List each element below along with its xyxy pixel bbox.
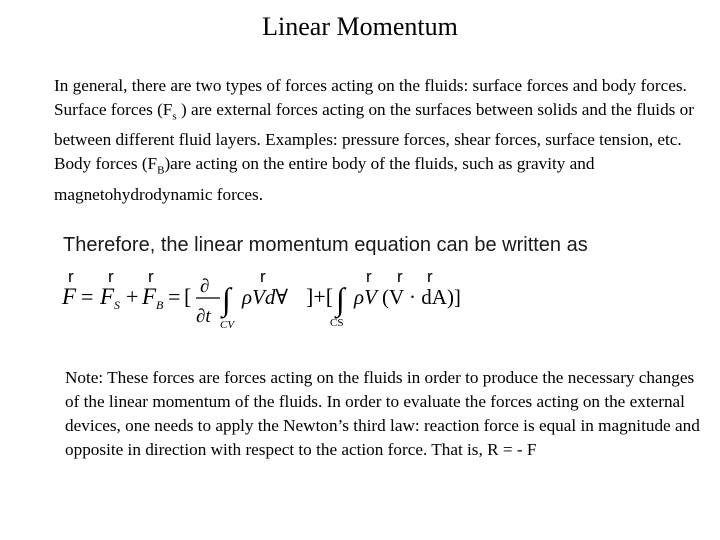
control-surface-label: CS [330,317,344,329]
vector-mark-v3: r [397,267,403,286]
equation-intro-text: Therefore, the linear momentum equation can be written as [63,234,588,256]
integral-sign-2: ∫ [336,281,345,317]
flux-term: (V · dA)] [382,285,461,309]
body-force-sub: B [156,298,164,312]
surface-integrand: ρV [354,285,377,309]
bracket-plus-bracket: ]+[ [306,284,334,309]
force-symbol: F [62,284,77,309]
intro-text-c: )are acting on the entire body of the fluids, such as gravity and magnetohydrodynamic forces. [54,154,595,204]
note-paragraph: Note: These forces are forces acting on the fluids in order to produce the necessary changes of the linear momentum of the fluids. In order to evaluate the forces acting on the external devices, one needs to apply the Newton’s third law: reaction force is equal in magnitude and opposite in direction with respect to the action force. That is, R = - F [65,368,700,459]
vector-mark-f: r [68,267,74,286]
integral-sign: ∫ [222,281,231,317]
vector-mark-fs: r [108,267,114,286]
surface-force-sub: S [114,298,120,312]
vector-mark-da: r [427,267,433,286]
surface-force-subscript: s [172,110,177,123]
vector-mark-v2: r [366,267,372,286]
volume-integrand: ρVd∀ [242,285,289,309]
momentum-equation [60,262,480,332]
partial-numerator: ∂ [200,276,210,297]
page-title: Linear Momentum [262,12,458,41]
vector-mark-v1: r [260,267,266,286]
intro-text-b: ) are external forces acting on the surfaces between solids and the fluids or between different fluid layers. Examples: pressure forces, shear forces, surface tension, etc. Body forces (F [54,100,694,174]
equals-sign-2: = [168,284,181,309]
intro-paragraph [54,74,694,207]
partial-denominator: ∂t [196,306,211,327]
control-volume-label: CV [220,319,235,331]
left-bracket: [ [184,284,192,309]
body-force-subscript: B [157,164,165,177]
equals-sign: = [81,284,94,309]
surface-force-symbol: F [100,284,115,309]
body-force-symbol: F [142,284,157,309]
plus-sign: + [126,284,139,309]
vector-mark-fb: r [148,267,154,286]
intro-text-a: In general, there are two types of forces acting on the fluids: surface forces and body forces. Surface forces (F [54,76,687,119]
